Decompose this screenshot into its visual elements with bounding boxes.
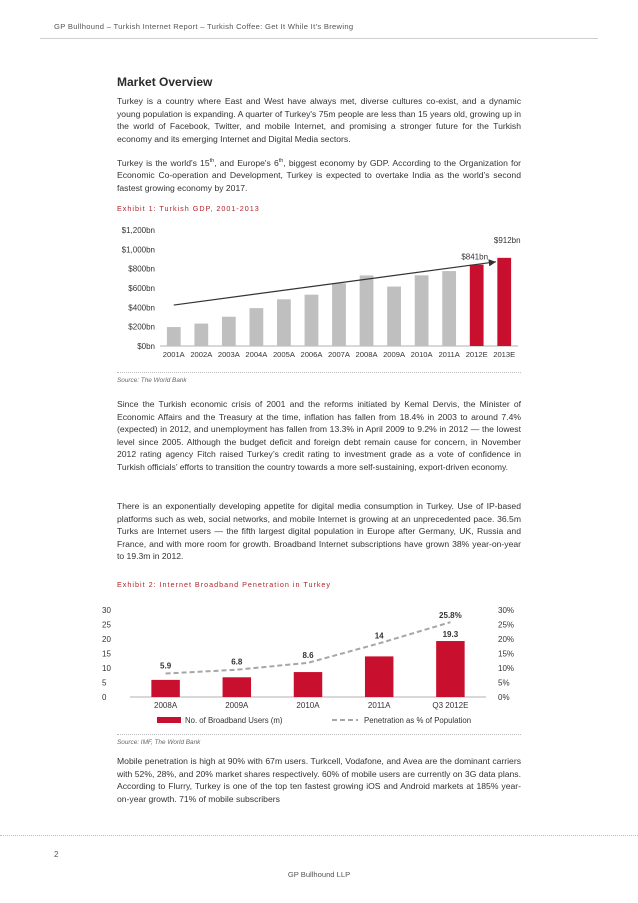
x-tick-label: 2010A — [410, 350, 433, 359]
exhibit-1-source: Source: The World Bank — [117, 377, 187, 384]
left-y-tick-label: 10 — [102, 664, 111, 673]
x-tick-label: 2006A — [300, 350, 323, 359]
y-tick-label: $1,000bn — [121, 245, 155, 255]
broadband-bar — [223, 677, 251, 697]
left-y-tick-label: 30 — [102, 606, 111, 615]
exhibit-2-divider — [117, 734, 521, 735]
penetration-line — [166, 622, 451, 673]
y-tick-label: $600bn — [128, 284, 155, 293]
paragraph-gdp-part-c: , biggest economy by GDP. According to the Organization for Economic Co-operation and Development, Turkey is expected to overtake India as the world’s second fastest growing economy by 2017. — [117, 157, 521, 194]
x-tick-label: 2009A — [225, 701, 249, 710]
gdp-bar — [194, 324, 208, 346]
broadband-bar — [365, 656, 393, 697]
gdp-bar — [360, 275, 374, 346]
x-tick-label: 2007A — [328, 350, 350, 359]
x-tick-label: 2004A — [245, 350, 268, 359]
header-divider — [40, 38, 598, 39]
gdp-bar — [250, 308, 264, 346]
left-y-tick-label: 20 — [102, 635, 111, 644]
footer-divider — [0, 835, 638, 836]
x-tick-label: 2002A — [190, 350, 213, 359]
exhibit-2-title: Exhibit 2: Internet Broadband Penetration in Turkey — [117, 580, 332, 589]
x-tick-label: 2005A — [272, 350, 295, 359]
broadband-bar — [436, 641, 464, 697]
gdp-bar — [415, 275, 429, 346]
bar-data-label: 14 — [374, 631, 384, 641]
bar-data-label: $912bn — [493, 235, 521, 245]
right-y-tick-label: 25% — [498, 620, 515, 630]
bar-data-label: 6.8 — [231, 657, 243, 667]
x-tick-label: 2011A — [367, 701, 391, 710]
broadband-bar — [294, 672, 322, 697]
bar-data-label: 8.6 — [302, 650, 314, 660]
x-tick-label: 2010A — [296, 701, 320, 710]
gdp-bar — [442, 271, 456, 346]
y-tick-label: $400bn — [128, 303, 155, 313]
left-y-tick-label: 5 — [102, 678, 107, 688]
exhibit-2-source: Source: IMF, The World Bank — [117, 739, 201, 746]
y-tick-label: $800bn — [128, 264, 155, 274]
x-tick-label: 2001A — [162, 350, 185, 359]
paragraph-mobile: Mobile penetration is high at 90% with 67m users. Turkcell, Vodafone, and Avea are the dominant carriers with 52%, 28%, and 20% market shares respectively. 60% of mobile users are currently on 3G data plans. According to Flurry, Turkey is one of the top ten fastest growing iOS and Android markets at 185% year-on-year growth. 71% of mobile subscribers — [117, 756, 521, 804]
legend-bar-label: No. of Broadband Users (m) — [185, 716, 283, 725]
gdp-bar — [167, 327, 181, 346]
page-number: 2 — [54, 850, 59, 859]
legend-bar-swatch — [157, 717, 181, 723]
gdp-bar — [332, 283, 346, 346]
ordinal-suffix: th — [209, 158, 215, 164]
right-y-tick-label: 15% — [498, 649, 515, 659]
left-y-tick-label: 15 — [102, 649, 111, 659]
x-tick-label: 2008A — [355, 350, 378, 359]
bar-data-label: $841bn — [461, 252, 489, 262]
section-title: Market Overview — [117, 75, 213, 89]
right-y-tick-label: 0% — [498, 693, 510, 702]
line-data-label: 25.8% — [439, 611, 462, 621]
y-tick-label: $1,200bn — [121, 226, 155, 235]
right-y-tick-label: 20% — [498, 635, 515, 644]
gdp-bar-chart — [110, 220, 530, 370]
gdp-bar — [222, 317, 236, 346]
left-y-tick-label: 0 — [102, 693, 107, 702]
left-y-tick-label: 25 — [102, 620, 111, 630]
gdp-bar — [277, 299, 291, 346]
y-tick-label: $200bn — [128, 322, 155, 332]
gdp-bar — [387, 287, 401, 346]
ordinal-suffix: th — [278, 158, 284, 164]
right-y-tick-label: 30% — [498, 606, 515, 615]
x-tick-label: 2011A — [438, 350, 460, 359]
footer-company: GP Bullhound LLP — [287, 870, 351, 879]
gdp-bar — [305, 295, 319, 346]
gdp-bar — [470, 265, 484, 346]
broadband-bar — [151, 680, 179, 697]
x-tick-label: 2013E — [493, 350, 516, 359]
right-y-tick-label: 5% — [498, 678, 510, 688]
exhibit-1-divider — [117, 372, 521, 373]
x-tick-label: 2008A — [154, 701, 178, 710]
bar-data-label: 5.9 — [160, 661, 172, 671]
x-tick-label: 2003A — [217, 350, 240, 359]
paragraph-digital: There is an exponentially developing appetite for digital media consumption in Turkey. Use of IP-based platforms such as web, social networks, and mobile Internet is growing at an unprecedented pace. 36.5m Turks are Internet users — the fifth largest digital population in Europe after Germany, UK, Russia and France, and with more room for growth. Broadband Internet subscriptions have grown 38% year-on-year to 19.3m in 2012. — [117, 501, 521, 562]
bar-data-label: 19.3 — [442, 630, 459, 640]
paragraph-gdp — [117, 155, 521, 195]
paragraph-intro: Turkey is a country where East and West have always met, diverse cultures co-exist, and a dynamic young population is expanding. A quarter of Turkey's 75m people are less than 15 years old, growing up in the world of Facebook, Twitter, and mobile Internet, and promising a stronger future for the Turkish economy and its emerging Internet and Digital Media sectors. — [117, 96, 521, 144]
exhibit-1-title: Exhibit 1: Turkish GDP, 2001-2013 — [117, 204, 260, 213]
legend-line-label: Penetration as % of Population — [364, 716, 472, 725]
x-tick-label: 2012E — [465, 350, 488, 359]
running-header: GP Bullhound – Turkish Internet Report – Turkish Coffee: Get It While It’s Brewing — [54, 22, 354, 31]
paragraph-gdp-part-a: Turkey is the world's 15 — [117, 157, 210, 168]
paragraph-gdp-part-b: , and Europe's 6 — [214, 157, 279, 168]
paragraph-economy: Since the Turkish economic crisis of 2001 and the reforms initiated by Kemal Dervis, the Minister of Economic Affairs and the Treasury at the time, inflation has fallen from 18.4% in 2003 to around 7.4% (expected) in 2012, and unemployment has fallen from 13.3% in April 2009 to 9.2% in 2012 — the lowest level since 2005. Although the budget deficit and foreign debt remain cause for concern, in November 2012 rating agency Fitch raised Turkey’s credit rating to investment grade as a vote of confidence in Turkish officials’ efforts to transition the country towards a more self-sustaining, export-driven economy. — [117, 399, 521, 472]
right-y-tick-label: 10% — [498, 664, 515, 673]
y-tick-label: $0bn — [137, 342, 155, 351]
broadband-combo-chart — [100, 598, 540, 738]
x-tick-label: Q3 2012E — [432, 701, 469, 710]
x-tick-label: 2009A — [383, 350, 406, 359]
gdp-bar — [497, 258, 511, 346]
